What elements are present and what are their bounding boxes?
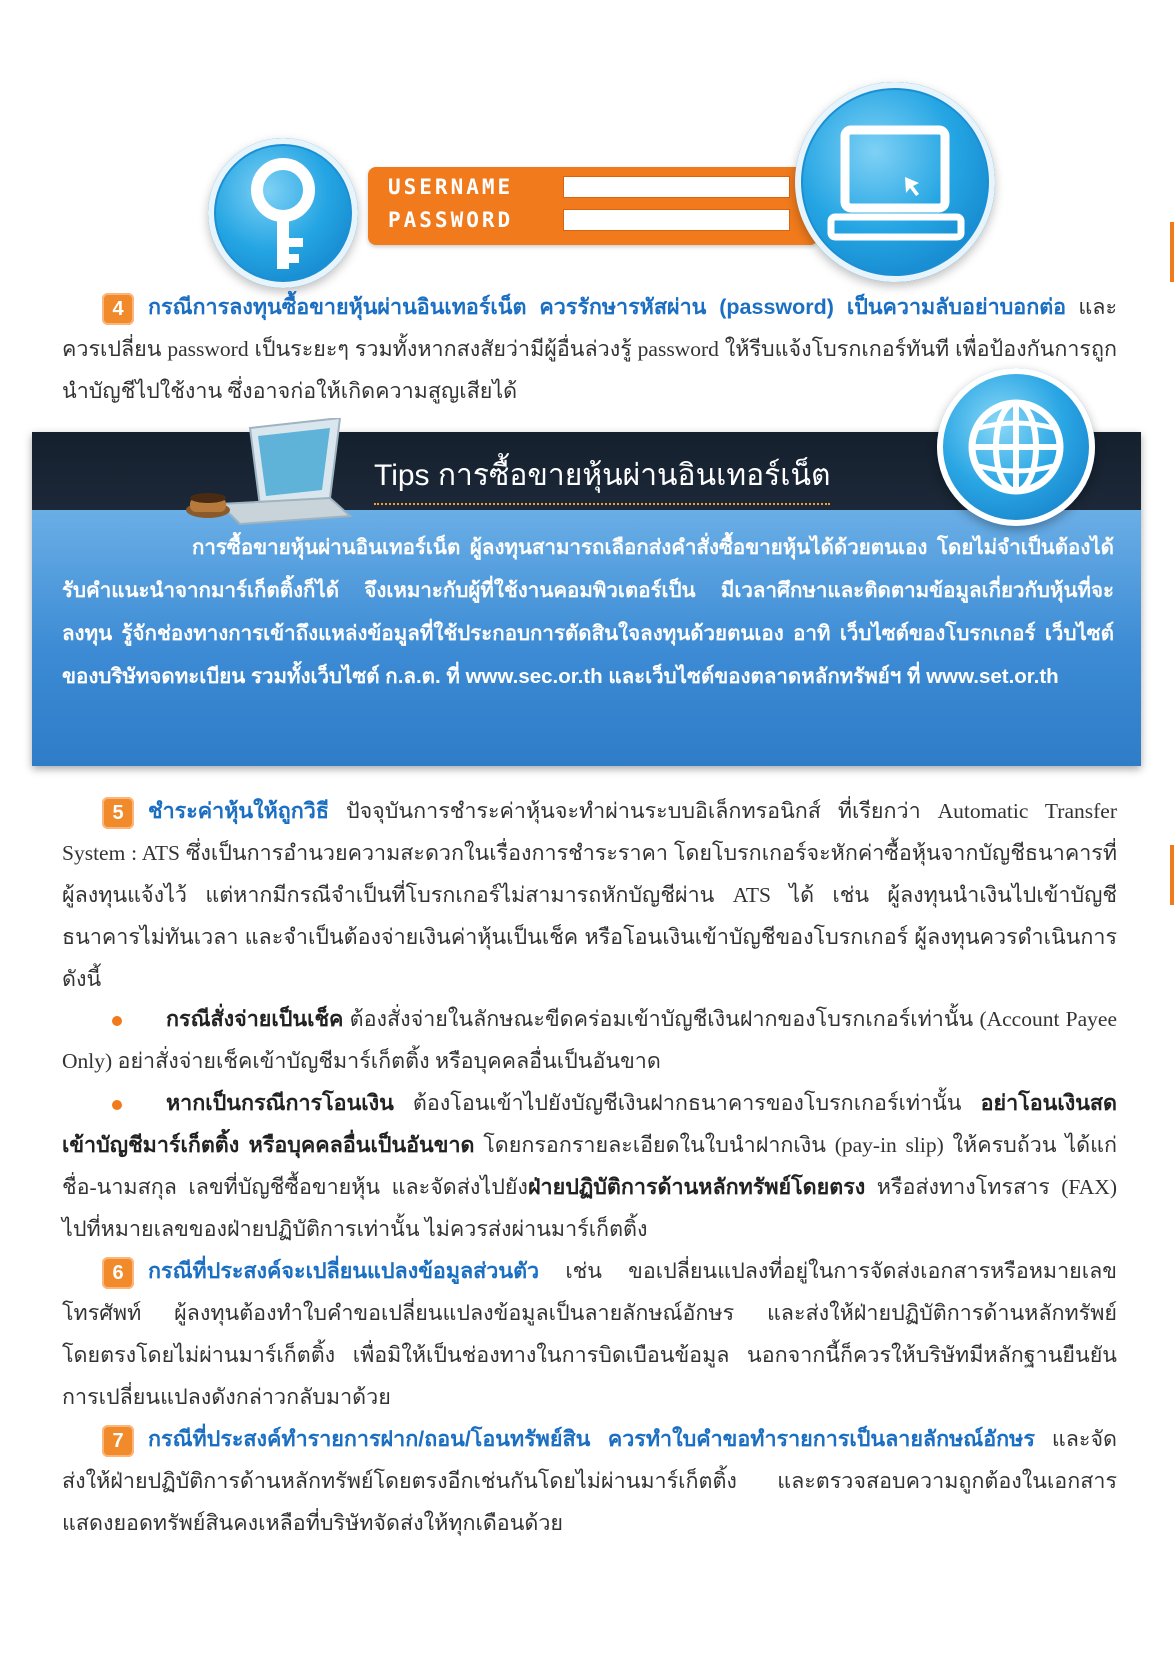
computer-icon xyxy=(795,82,995,282)
bullet-transfer-text-c: หรือส่งทางโทรสาร (FAX) ไปที่หมายเลขของฝ่ายปฏิบัติการเท่านั้น ไม่ควรส่งผ่านมาร์เก็ตติ้ง xyxy=(62,1175,1117,1241)
section-number-badge: 7 xyxy=(102,1425,134,1457)
section-4-lead: กรณีการลงทุนซื้อขายหุ้นผ่านอินเทอร์เน็ต ควรรักษารหัสผ่าน (password) เป็นความลับอย่าบอกต่อ xyxy=(148,295,1067,319)
bullet-transfer xyxy=(62,1082,1117,1250)
username-row xyxy=(388,176,790,198)
password-row xyxy=(388,209,790,231)
section-7-text: และจัดส่งให้ฝ่ายปฏิบัติการด้านหลักทรัพย์โดยตรงอีกเช่นกันโดยไม่ผ่านมาร์เก็ตติ้ง และตรวจสอบความถูกต้องในเอกสารแสดงยอดทรัพย์สินคงเหลือที่บริษัทจัดส่งให้ทุกเดือนด้วย xyxy=(62,1427,1117,1535)
bullet-cheque xyxy=(62,998,1117,1082)
bullet-transfer-bold-b: ฝ่ายปฏิบัติการด้านหลักทรัพย์โดยตรง xyxy=(527,1175,866,1199)
section-4-text: และควรเปลี่ยน password เป็นระยะๆ รวมทั้งหากสงสัยว่ามีผู้อื่นล่วงรู้ password ให้รีบแจ้งโบรกเกอร์ทันที เพื่อป้องกันการถูกนำบัญชีไปใช้งาน ซึ่งอาจก่อให้เกิดความสูญเสียได้ xyxy=(62,295,1117,403)
section-6 xyxy=(62,1250,1117,1418)
bullet-icon xyxy=(112,1016,122,1026)
bullet-transfer-text-b: โดยกรอกรายละเอียดในใบนำฝากเงิน (pay-in slip) ให้ครบถ้วน ได้แก่ ชื่อ-นามสกุล เลขที่บัญชีซื้อขายหุ้น และจัดส่งไปยัง xyxy=(62,1133,1117,1199)
login-graphic xyxy=(368,167,818,245)
bullet-transfer-lead: หากเป็นกรณีการโอนเงิน xyxy=(166,1091,394,1115)
key-icon xyxy=(208,138,358,288)
password-label: PASSWORD xyxy=(388,208,514,232)
username-label: USERNAME xyxy=(388,175,514,199)
section-6-lead: กรณีที่ประสงค์จะเปลี่ยนแปลงข้อมูลส่วนตัว xyxy=(148,1259,540,1283)
section-number-badge: 5 xyxy=(102,797,134,829)
bullet-transfer-bold-a: อย่าโอนเงินสดเข้าบัญชีมาร์เก็ตติ้ง หรือบุคคลอื่นเป็นอันขาด xyxy=(62,1091,1117,1157)
section-number-badge: 6 xyxy=(102,1257,134,1289)
section-number-badge: 4 xyxy=(102,293,134,325)
bullet-cheque-text: ต้องสั่งจ่ายในลักษณะขีดคร่อมเข้าบัญชีเงินฝากของโบรกเกอร์เท่านั้น (Account Payee Only) อย่าสั่งจ่ายเช็คเข้าบัญชีมาร์เก็ตติ้ง หรือบุคคลอื่นเป็นอันขาด xyxy=(62,1007,1117,1073)
bullet-cheque-lead: กรณีสั่งจ่ายเป็นเช็ค xyxy=(166,1007,344,1031)
laptop-coffee-icon xyxy=(180,418,355,528)
page-edge-tab xyxy=(1170,845,1174,905)
username-field-graphic xyxy=(563,176,790,198)
bullet-transfer-text-a: ต้องโอนเข้าไปยังบัญชีเงินฝากธนาคารของโบรกเกอร์เท่านั้น xyxy=(393,1091,981,1115)
section-6-text: เช่น ขอเปลี่ยนแปลงที่อยู่ในการจัดส่งเอกสารหรือหมายเลขโทรศัพท์ ผู้ลงทุนต้องทำใบคำขอเปลี่ยนแปลงข้อมูลเป็นลายลักษณ์อักษร และส่งให้ฝ่ายปฏิบัติการด้านหลักทรัพย์โดยตรงโดยไม่ผ่านมาร์เก็ตติ้ง เพื่อมิให้เป็นช่องทางในการบิดเบือนข้อมูล นอกจากนี้ก็ควรให้บริษัทมีหลักฐานยืนยันการเปลี่ยนแปลงดังกล่าวกลับมาด้วย xyxy=(62,1259,1117,1409)
tips-body xyxy=(32,510,1141,766)
section-7-lead: กรณีที่ประสงค์ทำรายการฝาก/ถอน/โอนทรัพย์สิน ควรทำใบคำขอทำรายการเป็นลายลักษณ์อักษร xyxy=(148,1427,1035,1451)
section-5-text: ปัจจุบันการชำระค่าหุ้นจะทำผ่านระบบอิเล็กทรอนิกส์ ที่เรียกว่า Automatic Transfer System : ATS ซึ่งเป็นการอำนวยความสะดวกในเรื่องการชำระราคา โดยโบรกเกอร์จะหักค่าซื้อหุ้นจากบัญชีธนาคารที่ผู้ลงทุนแจ้งไว้ แต่หากมีกรณีจำเป็นที่โบรกเกอร์ไม่สามารถหักบัญชีผ่าน ATS ได้ เช่น ผู้ลงทุนนำเงินไปเข้าบัญชีธนาคารไม่ทันเวลา และจำเป็นต้องจ่ายเงินค่าหุ้นเป็นเช็ค หรือโอนเงินเข้าบัญชีของโบรกเกอร์ ผู้ลงทุนควรดำเนินการดังนี้ xyxy=(62,799,1117,991)
tips-title: Tips การซื้อขายหุ้นผ่านอินเทอร์เน็ต xyxy=(374,452,830,505)
section-5 xyxy=(62,790,1117,1000)
bullet-icon xyxy=(112,1100,122,1110)
password-field-graphic xyxy=(563,209,790,231)
section-5-lead: ชำระค่าหุ้นให้ถูกวิธี xyxy=(148,799,329,823)
globe-icon xyxy=(937,368,1095,526)
page-edge-tab xyxy=(1170,222,1174,282)
section-7 xyxy=(62,1418,1117,1544)
tips-text: การซื้อขายหุ้นผ่านอินเทอร์เน็ต ผู้ลงทุนสามารถเลือกส่งคำสั่งซื้อขายหุ้นได้ด้วยตนเอง โดยไม่จำเป็นต้องได้รับคำแนะนำจากมาร์เก็ตติ้งก็ได้ จึงเหมาะกับผู้ที่ใช้งานคอมพิวเตอร์เป็น มีเวลาศึกษาและติดตามข้อมูลเกี่ยวกับหุ้นที่จะลงทุน รู้จักช่องทางการเข้าถึงแหล่งข้อมูลที่ใช้ประกอบการตัดสินใจลงทุนด้วยตนเอง อาทิ เว็บไซต์ของโบรกเกอร์ เว็บไซต์ของบริษัทจดทะเบียน รวมทั้งเว็บไซต์ ก.ล.ต. ที่ www.sec.or.th และเว็บไซต์ของตลาดหลักทรัพย์ฯ ที่ www.set.or.th xyxy=(62,536,1114,688)
